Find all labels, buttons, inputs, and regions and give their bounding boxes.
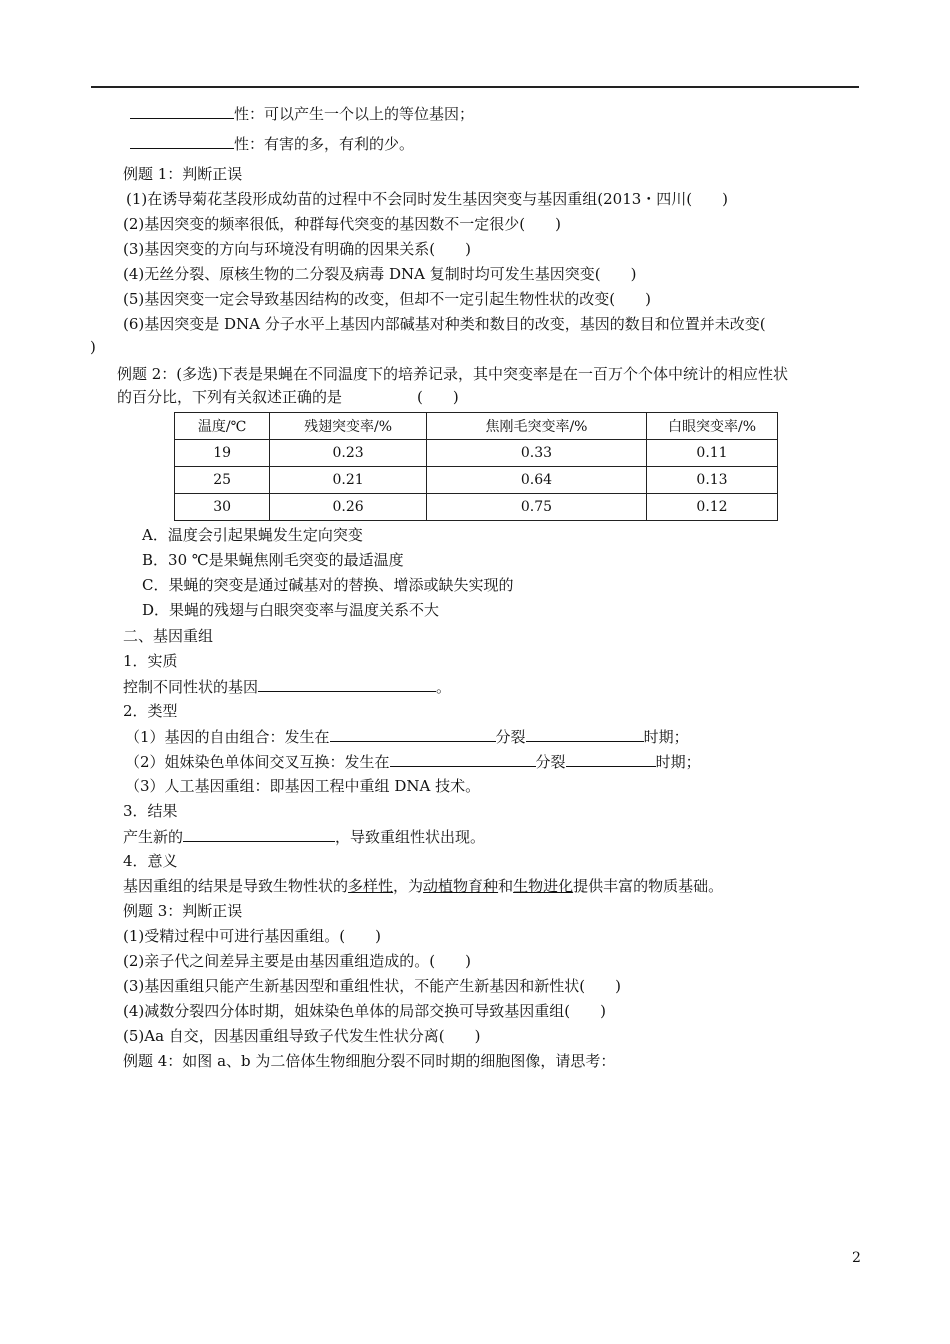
table-row xyxy=(175,494,778,521)
subsection-essence: 1．实质 xyxy=(123,652,178,670)
example2-stem-cont: 的百分比，下列有关叙述正确的是 ( ) xyxy=(117,388,459,406)
line-harmful: 性：有害的多，有利的少。 xyxy=(130,133,414,154)
type-3: （3）人工基因重组：即基因工程中重组 DNA 技术。 xyxy=(125,777,481,795)
subsection-types: 2．类型 xyxy=(123,702,178,720)
answer-blank[interactable] xyxy=(183,826,335,842)
table-cell: 0.13 xyxy=(647,467,778,494)
example4-stem: 例题 4：如图 a、b 为二倍体生物细胞分裂不同时期的细胞图像，请思考： xyxy=(123,1052,616,1070)
subsection-result: 3．结果 xyxy=(123,802,178,820)
answer-blank[interactable] xyxy=(330,726,496,742)
example1-item-5: (5)基因突变一定会导致基因结构的改变，但却不一定引起生物性状的改变( ) xyxy=(123,290,651,308)
example2-stem: 例题 2：(多选)下表是果蝇在不同温度下的培养记录，其中突变率是在一百万个个体中统计的相应性状 xyxy=(117,365,789,383)
table-cell: 25 xyxy=(175,467,270,494)
answer-blank[interactable] xyxy=(130,103,234,119)
header-rule xyxy=(91,86,859,88)
table-cell: 0.26 xyxy=(270,494,427,521)
page-number: 2 xyxy=(852,1250,861,1266)
result-line: 产生新的 ，导致重组性状出现。 xyxy=(123,828,486,846)
example1-item-2: (2)基因突变的频率很低，种群每代突变的基因数不一定很少( ) xyxy=(123,215,561,233)
example3-item-3: (3)基因重组只能产生新基因型和重组性状，不能产生新基因和新性状( ) xyxy=(123,977,621,995)
table-cell: 0.33 xyxy=(426,440,646,467)
example1-item-4: (4)无丝分裂、原核生物的二分裂及病毒 DNA 复制时均可发生基因突变( ) xyxy=(123,265,637,283)
table-header: 温度/℃ xyxy=(175,413,270,440)
table-header: 残翅突变率/% xyxy=(270,413,427,440)
subsection-significance: 4．意义 xyxy=(123,852,178,870)
option-d: D．果蝇的残翅与白眼突变率与温度关系不大 xyxy=(142,601,440,619)
table-cell: 30 xyxy=(175,494,270,521)
example3-item-2: (2)亲子代之间差异主要是由基因重组造成的。( ) xyxy=(123,952,471,970)
option-b: B．30 ℃是果蝇焦刚毛突变的最适温度 xyxy=(142,551,404,569)
line-allelic: 性：可以产生一个以上的等位基因； xyxy=(130,103,474,124)
table-cell: 0.64 xyxy=(426,467,646,494)
answer-blank[interactable] xyxy=(258,676,436,692)
answer-blank[interactable] xyxy=(390,751,536,767)
example1-item-3: (3)基因突变的方向与环境没有明确的因果关系( ) xyxy=(123,240,471,258)
example1-title: 例题 1：判断正误 xyxy=(123,165,243,183)
significance-line: 基因重组的结果是导致生物性状的多样性，为动植物育种和生物进化提供丰富的物质基础。 xyxy=(123,877,724,895)
table-cell: 0.12 xyxy=(647,494,778,521)
table-row xyxy=(175,440,778,467)
type-1: （1）基因的自由组合：发生在 分裂 时期； xyxy=(125,728,689,746)
table-cell: 0.11 xyxy=(647,440,778,467)
example3-title: 例题 3：判断正误 xyxy=(123,902,243,920)
answer-blank[interactable] xyxy=(566,751,656,767)
table-cell: 19 xyxy=(175,440,270,467)
option-c: C．果蝇的突变是通过碱基对的替换、增添或缺失实现的 xyxy=(142,576,514,594)
option-a: A．温度会引起果蝇发生定向突变 xyxy=(142,526,363,544)
answer-blank[interactable] xyxy=(526,726,644,742)
table-cell: 0.23 xyxy=(270,440,427,467)
type-2: （2）姐妹染色单体间交叉互换：发生在 分裂 时期； xyxy=(125,753,701,771)
example3-item-1: (1)受精过程中可进行基因重组。( ) xyxy=(123,927,381,945)
table-row xyxy=(175,467,778,494)
example3-item-4: (4)减数分裂四分体时期，姐妹染色单体的局部交换可导致基因重组( ) xyxy=(123,1002,606,1020)
example1-item-1: (1)在诱导菊花茎段形成幼苗的过程中不会同时发生基因突变与基因重组(2013・四川( ) xyxy=(126,190,728,208)
table-header: 白眼突变率/% xyxy=(647,413,778,440)
table-cell: 0.21 xyxy=(270,467,427,494)
example1-item-6-cont: ) xyxy=(90,338,96,356)
table-cell: 0.75 xyxy=(426,494,646,521)
table-header: 焦刚毛突变率/% xyxy=(426,413,646,440)
answer-blank[interactable] xyxy=(130,133,234,149)
example1-item-6: (6)基因突变是 DNA 分子水平上基因内部碱基对种类和数目的改变，基因的数目和位置并未改变( xyxy=(123,315,766,333)
example3-item-5: (5)Aa 自交，因基因重组导致子代发生性状分离( ) xyxy=(123,1027,481,1045)
section-heading: 二、基因重组 xyxy=(123,627,214,645)
essence-line: 控制不同性状的基因 。 xyxy=(123,678,452,696)
table-header-row xyxy=(175,413,778,440)
mutation-rate-table xyxy=(174,412,778,521)
